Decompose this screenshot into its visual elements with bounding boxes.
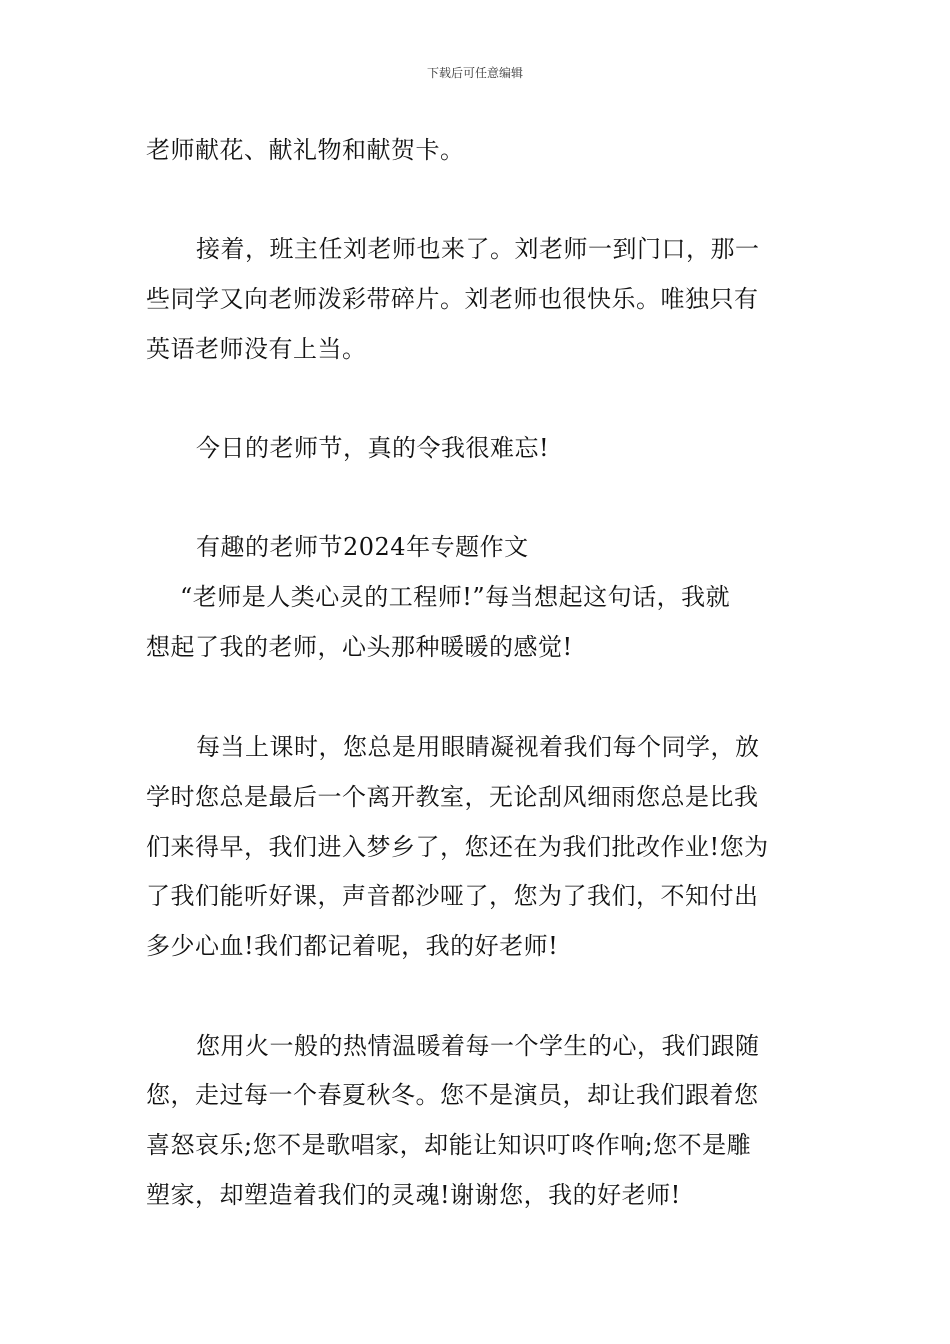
text-line: 每当上课时，您总是用眼睛凝视着我们每个同学，放 (196, 733, 760, 761)
text-line: 您，走过每一个春夏秋冬。您不是演员，却让我们跟着您 (146, 1081, 759, 1109)
text-line: 们来得早，我们进入梦乡了，您还在为我们批改作业!您为 (146, 833, 769, 861)
page-header: 下载后可任意编辑 (426, 66, 523, 80)
text-line: 了我们能听好课，声音都沙哑了，您为了我们，不知付出 (146, 882, 759, 910)
text-line: 英语老师没有上当。 (146, 335, 367, 363)
text-line: “老师是人类心灵的工程师!”每当想起这句话，我就 (180, 583, 731, 611)
text-line: 塑家，却塑造着我们的灵魂!谢谢您，我的好老师! (146, 1181, 681, 1209)
section-title: 有趣的老师节2024年专题作文 (196, 533, 529, 561)
text-line: 喜怒哀乐;您不是歌唱家，却能让知识叮咚作响;您不是雕 (146, 1131, 752, 1159)
text-line: 多少心血!我们都记着呢，我的好老师! (146, 932, 559, 960)
text-line: 您用火一般的热情温暖着每一个学生的心，我们跟随 (196, 1032, 760, 1060)
text-line: 接着，班主任刘老师也来了。刘老师一到门口，那一 (196, 235, 760, 263)
text-line: 今日的老师节，真的令我很难忘! (196, 434, 550, 462)
text-line: 学时您总是最后一个离开教室，无论刮风细雨您总是比我 (146, 783, 759, 811)
text-line: 些同学又向老师泼彩带碎片。刘老师也很快乐。唯独只有 (146, 285, 759, 313)
text-line: 想起了我的老师，心头那种暖暖的感觉! (146, 633, 573, 661)
text-line: 老师献花、献礼物和献贺卡。 (146, 136, 465, 164)
